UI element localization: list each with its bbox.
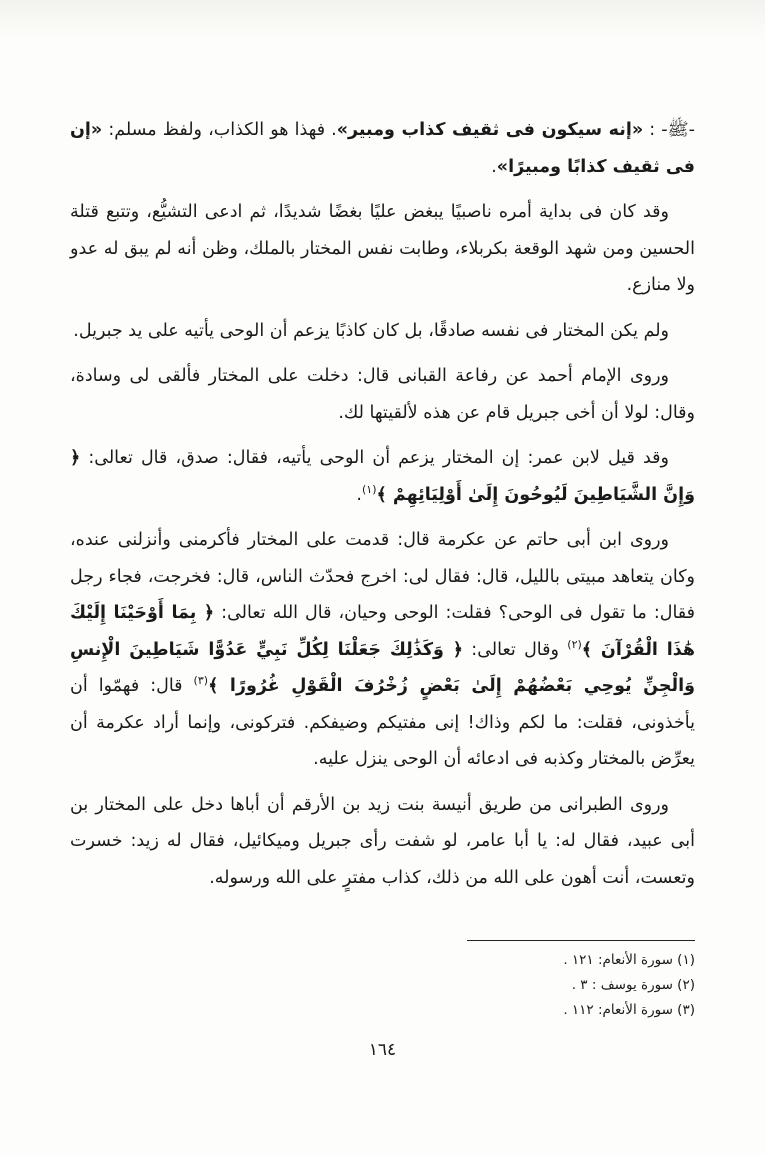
- scan-edge-shadow: [0, 0, 765, 40]
- paragraph-5-end: .: [356, 484, 362, 505]
- paragraph-1-end: .: [491, 156, 497, 177]
- paragraph-1-start: -ﷺ- :: [643, 120, 695, 140]
- footnote-3: (٣) سورة الأنعام: ١١٢ .: [563, 1002, 695, 1018]
- paragraph-1: [70, 112, 695, 185]
- paragraph-1-mid: . فهذا هو الكذاب، ولفظ مسلم:: [102, 120, 337, 140]
- paragraph-3: ولم يكن المختار فى نفسه صادقًا، بل كان كاذبًا يزعم أن الوحى يأتيه على يد جبريل.: [73, 320, 669, 341]
- paragraph-4: وروى الإمام أحمد عن رفاعة القبانى قال: دخلت على المختار فألقى لى وسادة، وقال: لولا أن أخى جبريل قام عن هذه لألقيتها لك.: [70, 366, 695, 423]
- footnote-marker-1: (١): [361, 482, 377, 496]
- paragraph-6: [70, 522, 695, 778]
- paragraph-6-text-c: قال: فهمّوا أن يأخذونى، فقلت: ما لكم وذاك! إنى مفتيكم وضيفكم. فتركونى، وإنما أراد عكرمة أن يعرِّض بالمختار وكذبه فى ادعائه أن الوحى ينزل عليه.: [70, 676, 695, 769]
- footnote-divider: [467, 940, 695, 941]
- quran-verse-3: ﴿ وَكَذَٰلِكَ جَعَلْنَا لِكُلِّ نَبِيٍّ عَدُوًّا شَيَاطِينَ الْإِنسِ وَالْجِنِّ يُوحِي بَعْضُهُمْ إِلَىٰ بَعْضٍ زُخْرُفَ الْقَوْلِ غُرُورًا ﴾: [70, 639, 695, 696]
- footnotes: [295, 948, 695, 1023]
- paragraph-7: وروى الطبرانى من طريق أنيسة بنت زيد بن الأرقم أن أباها دخل على المختار بن أبى عبيد، فقال له: يا أبا عامر، لو شفت رأى جبريل وميكائيل، فقال له زيد: خسرت وتعست، أنت أهون على الله من ذلك، كذاب مفترٍ على الله ورسوله.: [70, 794, 695, 888]
- footnote-1: (١) سورة الأنعام: ١٢١ .: [563, 952, 695, 968]
- hadith-quote-1: «إنه سيكون فى ثقيف كذاب ومبير»: [336, 120, 644, 140]
- paragraph-5-text: وقد قيل لابن عمر: إن المختار يزعم أن الوحى يأتيه، فقال: صدق، قال تعالى:: [80, 448, 669, 468]
- hadith-quote-2: «إن فى ثقيف كذابًا ومبيرًا»: [70, 120, 695, 177]
- main-text: [70, 112, 695, 905]
- paragraph-2: وقد كان فى بداية أمره ناصبيًا يبغض عليًا بغضًا شديدًا، ثم ادعى التشيُّع، وتتبع قتلة الحسين ومن شهد الوقعة بكربلاء، وطابت نفس المختار بالملك، وظن أنه لم يبق له عدو ولا منازع.: [70, 202, 695, 295]
- footnote-2: (٢) سورة يوسف : ٣ .: [571, 977, 695, 993]
- page-number: ١٦٤: [368, 1040, 397, 1060]
- paragraph-6-text-b: وقال تعالى:: [462, 639, 568, 660]
- paragraph-5: [70, 440, 695, 513]
- footnote-marker-3: (٣): [193, 674, 209, 688]
- footnote-marker-2: (٢): [567, 637, 582, 651]
- paragraph-6-text-a: وروى ابن أبى حاتم عن عكرمة قال: قدمت على المختار فأكرمنى وأنزلنى عنده، وكان يتعاهد مبيتى بالليل، قال: فقال لى: اخرج فحدّث الناس، قال: فخرجت، فجاء رجل فقال: ما تقول فى الوحى؟ فقلت: الوحى وحيان، قال الله تعالى:: [70, 530, 695, 623]
- quran-verse-2: ﴿ بِمَا أَوْحَيْنَا إِلَيْكَ هَٰذَا الْقُرْآنَ ﴾: [70, 603, 695, 660]
- quran-verse-1: ﴿ وَإِنَّ الشَّيَاطِينَ لَيُوحُونَ إِلَىٰ أَوْلِيَائِهِمْ ﴾: [70, 448, 695, 505]
